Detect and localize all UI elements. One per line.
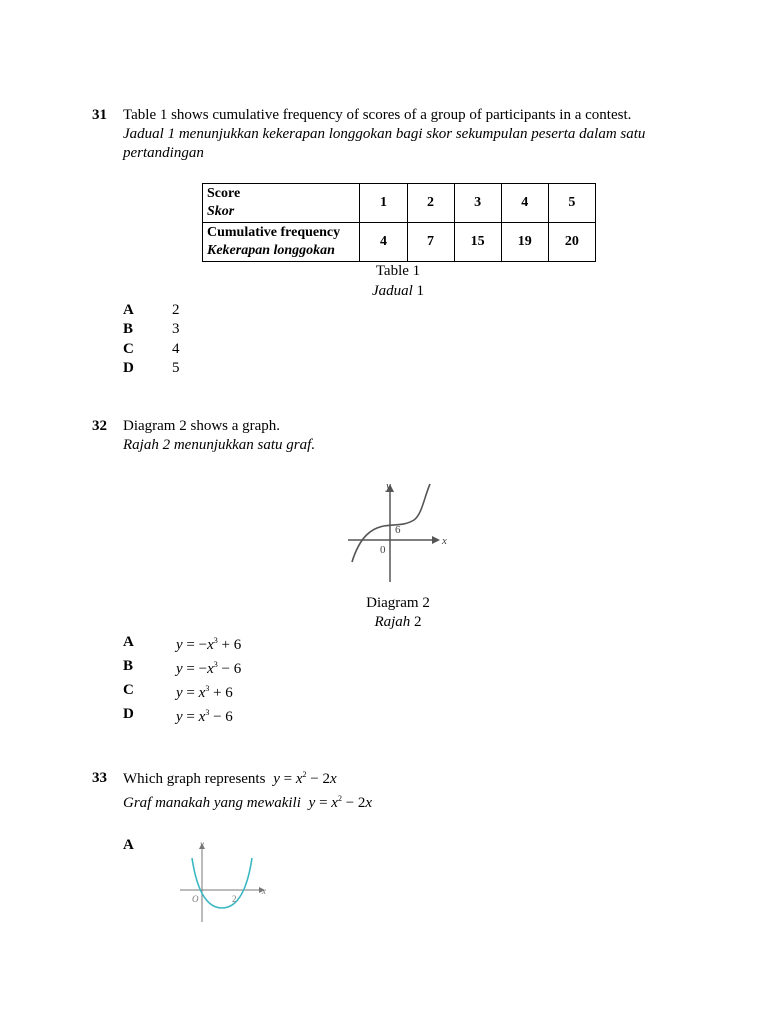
q33-equation-ms (309, 795, 372, 811)
q33-text-ms: Graf manakah yang mewakili (123, 795, 301, 811)
cubic-graph (344, 478, 456, 586)
cumfreq-label-en: Cumulative frequency (207, 225, 341, 240)
graph-origin-label: 0 (380, 544, 386, 556)
q31-option-b-letter[interactable]: B (123, 321, 134, 337)
q31-text-ms-1: Jadual 1 menunjukkan kekerapan longgokan bagi skor sekumpulan peserta dalam satu (123, 126, 646, 142)
eq-rest: + 6 (217, 637, 242, 653)
eq-rest: − 2 (306, 771, 330, 787)
eq-lhs: y (176, 661, 183, 677)
q32-text-en: Diagram 2 shows a graph. (123, 418, 281, 434)
eq-sign: = (182, 709, 199, 725)
eq-lhs: y (176, 637, 183, 653)
q31-text-en: Table 1 shows cumulative frequency of scores of a group of participants in a contest. (123, 107, 632, 123)
eq-sign: = (279, 771, 296, 787)
q33-text-en: Which graph represents (123, 771, 266, 787)
x-axis-arrow-icon (432, 536, 440, 544)
graph-origin-label: O (192, 894, 199, 904)
score-cell: 5 (548, 184, 595, 223)
eq-lhs: y (308, 795, 316, 811)
table-row (203, 223, 596, 262)
q32-option-d-equation[interactable] (176, 708, 233, 726)
eq-lhs: y (176, 709, 183, 725)
q32-option-a-letter[interactable]: A (123, 634, 134, 650)
cumfreq-cell: 15 (454, 223, 501, 262)
score-cell: 4 (501, 184, 548, 223)
q31-option-c-letter[interactable]: C (123, 341, 134, 357)
cumfreq-label-cell (203, 223, 360, 262)
diagram-caption-ms-num: 2 (414, 614, 422, 630)
q32-option-d-letter[interactable]: D (123, 706, 134, 722)
cumfreq-cell: 19 (501, 223, 548, 262)
q31-option-c-value[interactable]: 4 (172, 341, 180, 357)
eq-rest: + 6 (209, 685, 233, 701)
eq-rest: − 6 (209, 709, 233, 725)
eq-var: x (198, 709, 206, 725)
eq-rest: − 2 (341, 795, 366, 811)
table-caption-en: Table 1 (375, 263, 421, 279)
eq-var: x (295, 771, 303, 787)
eq-rest: − 6 (217, 661, 242, 677)
eq-lhs: y (273, 771, 280, 787)
score-cell: 1 (360, 184, 407, 223)
table-row (203, 184, 596, 223)
eq-var2: x (365, 795, 373, 811)
diagram-caption-ms-word: Rajah (374, 614, 411, 630)
score-cell: 3 (454, 184, 501, 223)
q31-text-ms-2: pertandingan (123, 145, 204, 161)
q33-text-en-row (123, 770, 337, 788)
graph-intercept-label: 6 (395, 524, 401, 536)
q32-option-c-letter[interactable]: C (123, 682, 134, 698)
q32-option-b-letter[interactable]: B (123, 658, 134, 674)
score-label-ms: Skor (207, 204, 235, 219)
cumfreq-cell: 7 (407, 223, 454, 262)
cubic-curve (352, 484, 430, 562)
cumulative-frequency-table (202, 183, 596, 262)
eq-exp: 3 (213, 636, 218, 645)
q33-option-a-graph[interactable] (174, 836, 272, 926)
q31-option-a-letter[interactable]: A (123, 302, 134, 318)
q32-option-b-equation[interactable] (176, 660, 241, 678)
diagram-caption-ms (348, 614, 448, 631)
q32-number: 32 (92, 418, 107, 434)
q33-option-a-letter[interactable]: A (123, 837, 134, 853)
eq-exp: 3 (205, 684, 210, 693)
cumfreq-cell: 4 (360, 223, 407, 262)
eq-var: x (207, 661, 214, 677)
table-caption-ms (348, 283, 448, 300)
parabola-curve (192, 858, 252, 908)
eq-sign: = − (182, 637, 208, 653)
eq-var: x (331, 795, 338, 811)
eq-sign: = (182, 685, 199, 701)
q31-option-a-value[interactable]: 2 (172, 302, 180, 318)
q32-option-a-equation[interactable] (176, 636, 241, 654)
eq-lhs: y (176, 685, 183, 701)
graph-x-label: x (262, 886, 266, 896)
cumfreq-label-ms: Kekerapan longgokan (207, 243, 335, 258)
score-cell: 2 (407, 184, 454, 223)
cumfreq-cell: 20 (548, 223, 595, 262)
eq-exp: 2 (302, 770, 307, 779)
eq-exp: 3 (213, 660, 218, 669)
q31-option-d-value[interactable]: 5 (172, 360, 180, 376)
eq-var2: x (329, 771, 337, 787)
graph-x-label: x (442, 535, 447, 547)
q33-number: 33 (92, 770, 107, 786)
graph-y-label: y (200, 839, 204, 849)
q31-option-d-letter[interactable]: D (123, 360, 134, 376)
eq-var: x (207, 637, 214, 653)
q32-option-c-equation[interactable] (176, 684, 233, 702)
q32-text-ms: Rajah 2 menunjukkan satu graf. (123, 437, 316, 453)
diagram-caption-en: Diagram 2 (366, 595, 430, 611)
q31-number: 31 (92, 107, 107, 123)
eq-exp: 2 (337, 794, 342, 803)
score-label-en: Score (207, 186, 241, 201)
graph-y-label: y (386, 480, 391, 492)
graph-root-label: 2 (232, 894, 237, 904)
eq-var: x (198, 685, 206, 701)
q31-option-b-value[interactable]: 3 (172, 321, 180, 337)
q33-text-ms-row (123, 794, 372, 812)
score-label-cell (203, 184, 360, 223)
table-caption-ms-word: Jadual (371, 283, 413, 299)
eq-sign: = − (182, 661, 208, 677)
q33-equation-en (273, 771, 336, 787)
eq-sign: = (315, 795, 332, 811)
table-caption-ms-num: 1 (416, 283, 425, 299)
eq-exp: 3 (205, 708, 210, 717)
